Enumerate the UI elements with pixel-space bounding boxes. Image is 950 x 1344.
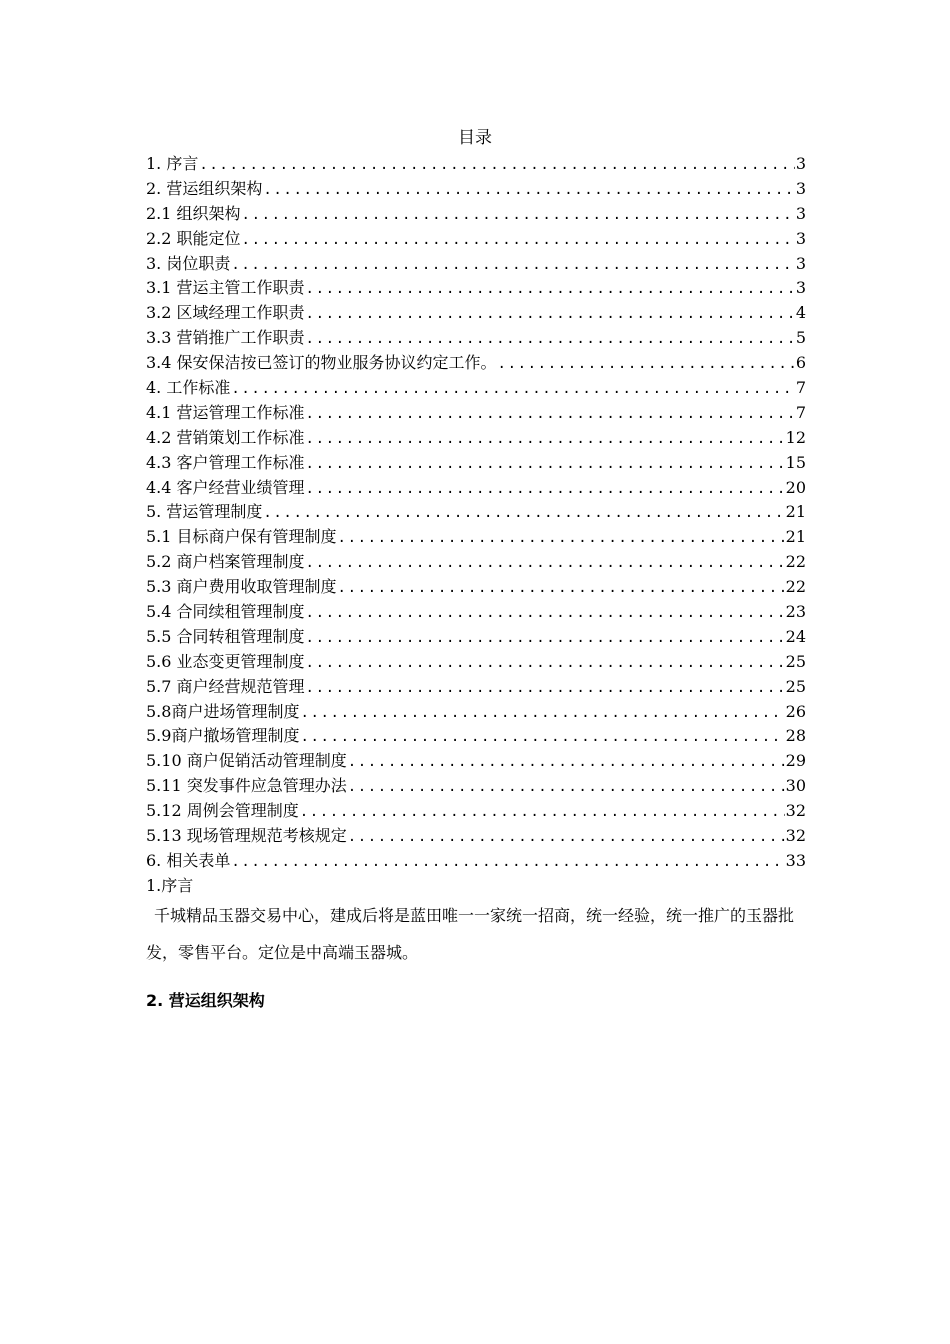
toc-entry[interactable]	[146, 849, 806, 874]
toc-entry-page-number: 3	[795, 278, 806, 298]
toc-entry-page-number: 3	[795, 178, 806, 198]
toc-entry[interactable]	[146, 252, 806, 277]
toc-dot-leader	[300, 725, 784, 749]
toc-title: 目录	[458, 128, 492, 148]
toc-entry-page-number: 3	[795, 228, 806, 248]
toc-dot-leader	[306, 402, 795, 426]
toc-entry[interactable]	[146, 550, 806, 575]
toc-entry-label: 3.4 保安保洁按已签订的物业服务协议约定工作。	[146, 353, 497, 373]
toc-entry[interactable]	[146, 301, 806, 326]
toc-entry-label: 5.1 目标商户保有管理制度	[146, 527, 337, 547]
toc-dot-leader	[338, 576, 785, 600]
toc-entry-page-number: 32	[785, 826, 806, 846]
toc-entry[interactable]	[146, 326, 806, 351]
toc-dot-leader	[348, 750, 785, 774]
toc-entry[interactable]	[146, 650, 806, 675]
toc-entry[interactable]	[146, 500, 806, 525]
toc-entry[interactable]	[146, 700, 806, 725]
toc-entry-page-number: 3	[795, 253, 806, 273]
toc-entry-label: 5.10 商户促销活动管理制度	[146, 751, 347, 771]
toc-entry-page-number: 24	[785, 626, 806, 646]
toc-dot-leader	[306, 676, 785, 700]
toc-entry-page-number: 26	[785, 701, 806, 721]
toc-entry-label: 5.2 商户档案管理制度	[146, 552, 305, 572]
toc-entry-label: 4.4 客户经营业绩管理	[146, 477, 305, 497]
toc-entry-label: 2. 营运组织架构	[146, 178, 263, 198]
toc-entry[interactable]	[146, 724, 806, 749]
toc-entry[interactable]	[146, 575, 806, 600]
toc-entry[interactable]	[146, 227, 806, 252]
toc-entry[interactable]	[146, 600, 806, 625]
toc-entry-label: 5.7 商户经营规范管理	[146, 676, 305, 696]
toc-dot-leader	[306, 651, 785, 675]
toc-dot-leader	[199, 153, 794, 177]
toc-entry-page-number: 3	[795, 154, 806, 173]
toc-entry-page-number: 6	[795, 353, 806, 373]
toc-entry[interactable]	[146, 376, 806, 401]
toc-dot-leader	[263, 178, 794, 202]
toc-entry[interactable]	[146, 774, 806, 799]
toc-dot-leader	[231, 377, 794, 401]
toc-dot-leader	[348, 775, 785, 799]
toc-entry-label: 2.2 职能定位	[146, 228, 241, 248]
toc-entry-page-number: 33	[785, 850, 806, 870]
toc-entry[interactable]	[146, 824, 806, 849]
toc-entry-label: 5.13 现场管理规范考核规定	[146, 826, 347, 846]
toc-entry[interactable]	[146, 749, 806, 774]
toc-entry[interactable]	[146, 351, 806, 376]
toc-entry[interactable]	[146, 177, 806, 202]
toc-dot-leader	[306, 551, 785, 575]
toc-entry-page-number: 7	[795, 402, 806, 422]
toc-entry-label: 1. 序言	[146, 154, 199, 173]
toc-entry-page-number: 25	[785, 651, 806, 671]
toc-entry[interactable]	[146, 476, 806, 501]
toc-dot-leader	[306, 601, 785, 625]
toc-entry-page-number: 32	[785, 801, 806, 821]
toc-entry-label: 5.11 突发事件应急管理办法	[146, 776, 347, 796]
toc-entry-page-number: 5	[795, 328, 806, 348]
toc-entry-label: 3. 岗位职责	[146, 253, 231, 273]
toc-entry-page-number: 28	[785, 726, 806, 746]
section-1-heading: 1.序言	[146, 876, 194, 895]
toc-entry-page-number: 22	[785, 577, 806, 597]
toc-dot-leader	[242, 203, 795, 227]
toc-entry-label: 5.8商户进场管理制度	[146, 701, 300, 721]
toc-dot-leader	[498, 352, 795, 376]
toc-dot-leader	[306, 477, 785, 501]
toc-entry-label: 6. 相关表单	[146, 850, 231, 870]
toc-dot-leader	[306, 427, 785, 451]
toc-entry-label: 3.1 营运主管工作职责	[146, 278, 305, 298]
toc-dot-leader	[306, 277, 795, 301]
toc-dot-leader	[306, 626, 785, 650]
toc-entry-label: 5.12 周例会管理制度	[146, 801, 299, 821]
toc-dot-leader	[306, 327, 795, 351]
toc-entry-page-number: 25	[785, 676, 806, 696]
toc-entry-page-number: 3	[795, 203, 806, 223]
toc-entry-label: 4.3 客户管理工作标准	[146, 452, 305, 472]
toc-entry-label: 2.1 组织架构	[146, 203, 241, 223]
toc-entry-page-number: 30	[785, 776, 806, 796]
toc-entry-page-number: 23	[785, 602, 806, 622]
section-1-paragraph: 千城精品玉器交易中心，建成后将是蓝田唯一一家统一招商，统一经验，统一推广的玉器批发，零售平台。定位是中高端玉器城。	[146, 906, 795, 962]
toc-dot-leader	[242, 228, 795, 252]
toc-entry-label: 4. 工作标准	[146, 378, 231, 398]
toc-entry[interactable]	[146, 625, 806, 650]
toc-dot-leader	[338, 526, 785, 550]
toc-entry-page-number: 7	[795, 378, 806, 398]
table-of-contents	[146, 152, 806, 874]
toc-dot-leader	[306, 452, 785, 476]
toc-entry-label: 5.9商户撤场管理制度	[146, 726, 300, 746]
toc-dot-leader	[231, 850, 784, 874]
toc-entry-label: 5.5 合同转租管理制度	[146, 626, 305, 646]
toc-entry-label: 5.6 业态变更管理制度	[146, 651, 305, 671]
toc-entry-label: 5. 营运管理制度	[146, 502, 263, 522]
toc-entry-page-number: 22	[785, 552, 806, 572]
toc-entry[interactable]	[146, 202, 806, 227]
toc-entry[interactable]	[146, 426, 806, 451]
toc-entry-label: 4.1 营运管理工作标准	[146, 402, 305, 422]
toc-entry-label: 3.2 区域经理工作职责	[146, 303, 305, 323]
toc-entry[interactable]	[146, 799, 806, 824]
toc-entry[interactable]	[146, 152, 806, 177]
section-2-heading: 2. 营运组织架构	[146, 991, 265, 1010]
toc-dot-leader	[300, 800, 785, 824]
toc-dot-leader	[300, 701, 784, 725]
toc-entry[interactable]	[146, 401, 806, 426]
toc-entry-label: 4.2 营销策划工作标准	[146, 427, 305, 447]
toc-entry[interactable]	[146, 675, 806, 700]
toc-entry[interactable]	[146, 276, 806, 301]
toc-entry-page-number: 29	[785, 751, 806, 771]
toc-dot-leader	[263, 501, 784, 525]
toc-entry-page-number: 15	[785, 452, 806, 472]
toc-entry-page-number: 21	[785, 502, 806, 522]
toc-entry-page-number: 20	[785, 477, 806, 497]
toc-entry-label: 5.3 商户费用收取管理制度	[146, 577, 337, 597]
toc-dot-leader	[348, 825, 785, 849]
toc-entry[interactable]	[146, 451, 806, 476]
toc-entry-page-number: 21	[785, 527, 806, 547]
toc-entry-page-number: 12	[785, 427, 806, 447]
toc-entry[interactable]	[146, 525, 806, 550]
toc-dot-leader	[306, 302, 795, 326]
toc-entry-label: 5.4 合同续租管理制度	[146, 602, 305, 622]
toc-dot-leader	[231, 253, 794, 277]
toc-entry-page-number: 4	[795, 303, 806, 323]
toc-entry-label: 3.3 营销推广工作职责	[146, 328, 305, 348]
